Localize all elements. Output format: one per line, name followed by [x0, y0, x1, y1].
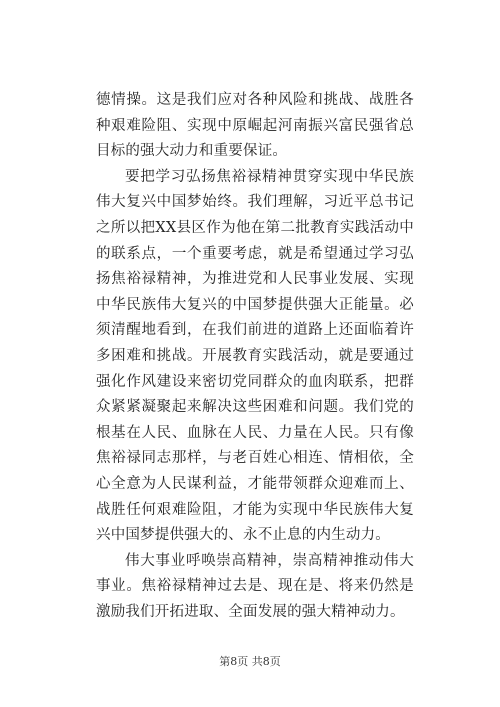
page-number-label: 第8页 共8页 — [219, 655, 281, 668]
paragraph-3: 伟大事业呼唤崇高精神，崇高精神推动伟大事业。焦裕禄精神过去是、现在是、将来仍然是激励我们开拓进取、全面发展的强大精神动力。 — [96, 552, 414, 620]
document-body — [96, 88, 414, 625]
paragraph-1: 德情操。这是我们应对各种风险和挑战、战胜各种艰难险阻、实现中原崛起河南振兴富民强省总目标的强大动力和重要保证。 — [96, 92, 414, 160]
page-footer — [0, 653, 500, 669]
paragraph-2: 要把学习弘扬焦裕禄精神贯穿实现中华民族伟大复兴中国梦始终。我们理解，习近平总书记之所以把XX县区作为他在第二批教育实践活动中的联系点，一个重要考虑，就是希望通过学习弘扬焦裕禄精神，为推进党和人民事业发展、实现中华民族伟大复兴的中国梦提供强大正能量。必须清醒地看到，在我们前进的道路上还面临着许多困难和挑战。开展教育实践活动，就是要通过强化作风建设来密切党同群众的血肉联系，把群众紧紧凝聚起来解决这些困难和问题。我们党的根基在人民、血脉在人民、力量在人民。只有像焦裕禄同志那样，与老百姓心相连、情相依，全心全意为人民谋利益，才能带领群众迎难而上、战胜任何艰难险阻，才能为实现中华民族伟大复兴中国梦提供强大的、永不止息的内生动力。 — [96, 168, 414, 544]
